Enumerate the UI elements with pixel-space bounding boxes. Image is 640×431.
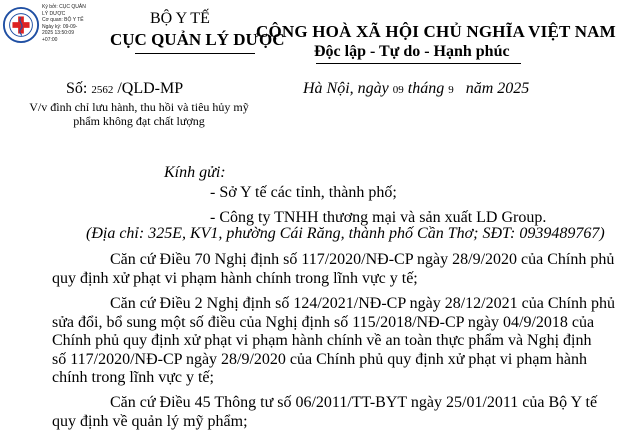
paragraph-line: số 117/2020/NĐ-CP ngày 28/9/2020 của Chính phủ quy định xử phạt vi phạm hành xyxy=(26,351,620,370)
paragraph-line: quy định xử phạt vi phạm hành chính trong lĩnh vực y tế; xyxy=(26,270,620,289)
date-place: Hà Nội, ngày xyxy=(303,80,389,97)
date-month-label: tháng xyxy=(408,80,444,97)
greeting: Kính gửi: xyxy=(164,164,226,182)
department-name: CỤC QUẢN LÝ DƯỢC xyxy=(110,30,285,50)
body-paragraph xyxy=(26,295,620,388)
signature-line: Cơ quan: BỘ Y TẾ xyxy=(42,17,86,24)
document-subject: V/v đình chỉ lưu hành, thu hồi và tiêu hủy mỹ phẩm không đạt chất lượng xyxy=(24,100,254,128)
paragraph-line: quy định về quản lý mỹ phẩm; xyxy=(26,413,620,431)
date-line xyxy=(303,80,529,98)
date-day: 09 xyxy=(393,84,404,96)
agency-underline xyxy=(135,53,255,54)
digital-signature-info xyxy=(42,4,86,44)
doc-number-suffix: /QLD-MP xyxy=(117,80,183,97)
nation-name: CỘNG HOÀ XÃ HỘI CHỦ NGHĨA VIỆT NAM xyxy=(256,22,616,42)
paragraph-line: Căn cứ Điều 45 Thông tư số 06/2011/TT-BYT ngày 25/01/2011 của Bộ Y tế xyxy=(26,394,620,413)
recipient-address: (Địa chỉ: 325E, KV1, phường Cái Răng, thành phố Cần Thơ; SĐT: 0939489767) xyxy=(86,225,605,243)
paragraph-line: Căn cứ Điều 2 Nghị định số 124/2021/NĐ-CP ngày 28/12/2021 của Chính phủ xyxy=(26,295,620,314)
signature-line: 2025 13:50:09 xyxy=(42,30,86,37)
signature-line: Ngày ký: 09-09- xyxy=(42,24,86,31)
paragraph-line: Chính phủ quy định xử phạt vi phạm hành chính về an toàn thực phẩm và Nghị định xyxy=(26,332,620,351)
nation-motto: Độc lập - Tự do - Hạnh phúc xyxy=(314,43,510,61)
ministry-name: BỘ Y TẾ xyxy=(150,10,210,28)
signature-line: LÝ DƯỢC xyxy=(42,11,86,18)
motto-underline xyxy=(316,63,521,64)
doc-number-value: 2562 xyxy=(91,84,113,96)
paragraph-line: chính trong lĩnh vực y tế; xyxy=(26,369,620,388)
body-paragraph xyxy=(26,394,620,431)
body-paragraph xyxy=(26,251,620,288)
recipient-item: - Sở Y tế các tỉnh, thành phố; xyxy=(210,184,397,202)
date-year: năm 2025 xyxy=(466,80,530,97)
paragraph-line: sửa đổi, bổ sung một số điều của Nghị định số 115/2018/NĐ-CP ngày 04/9/2018 của xyxy=(26,314,620,333)
document-number xyxy=(66,80,183,98)
date-month: 9 xyxy=(448,84,454,96)
doc-number-prefix: Số: xyxy=(66,80,87,97)
recipient-item: - Công ty TNHH thương mại và sản xuất LD Group. xyxy=(210,209,546,227)
paragraph-line: Căn cứ Điều 70 Nghị định số 117/2020/NĐ-CP ngày 28/9/2020 của Chính phủ xyxy=(26,251,620,270)
signature-line: +07:00 xyxy=(42,37,86,44)
ministry-seal-icon xyxy=(2,6,40,44)
signature-line: Ký bởi: CỤC QUẢN xyxy=(42,4,86,11)
